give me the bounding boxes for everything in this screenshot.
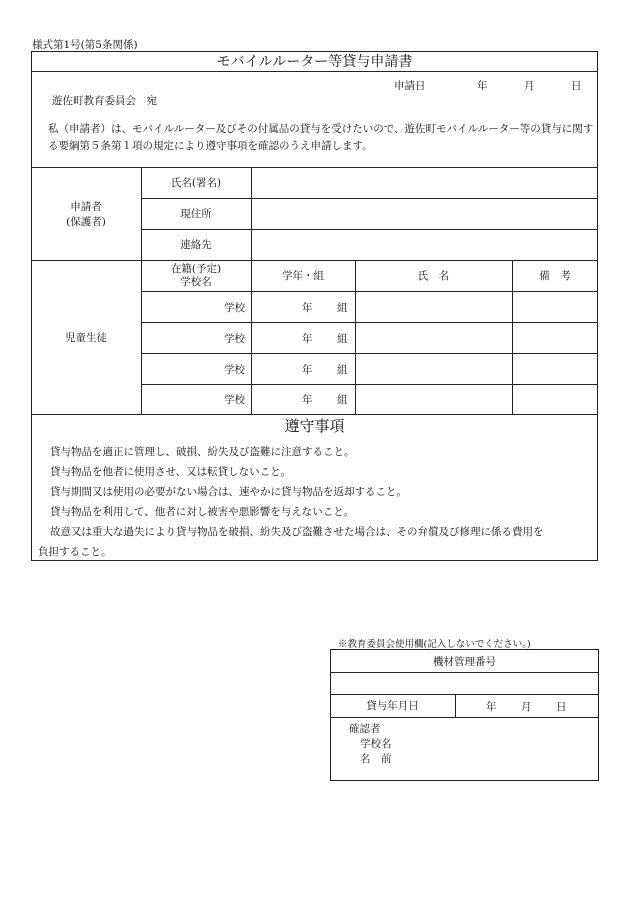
confirmer-label: 確認者 bbox=[349, 723, 381, 735]
form-title: モバイルルーター等貸与申請書 bbox=[31, 52, 598, 72]
application-statement: 私（申請者）は、モバイルルーター及びその付属品の貸与を受けたいので、遊佐町モバイルルーター等の貸与に関する要綱第５条第１項の規定により遵守事項を確認のうえ申請します。 bbox=[48, 123, 594, 152]
application-date-year: 年 bbox=[477, 80, 488, 92]
rule-item: 貸与物品を利用して、他者に対し被害や悪影響を与えないこと。 bbox=[50, 506, 355, 518]
school-header bbox=[141, 260, 251, 291]
confirmer-name-label: 名 前 bbox=[360, 753, 392, 765]
student-row-year: 年 bbox=[302, 364, 313, 376]
school-header-line1: 在籍(予定) bbox=[170, 262, 222, 275]
applicant-contact-label: 連絡先 bbox=[180, 239, 212, 251]
grade-class-header: 学年・組 bbox=[282, 270, 324, 282]
school-header-line2: 学校名 bbox=[180, 275, 212, 288]
student-row-class: 組 bbox=[337, 333, 348, 345]
application-date-label: 申請日 bbox=[394, 80, 426, 92]
lend-date-year: 年 bbox=[486, 701, 497, 713]
addressee: 遊佐町教育委員会 宛 bbox=[52, 95, 157, 107]
applicant-label-line2: (保護者) bbox=[66, 215, 106, 228]
form-number: 様式第1号(第5条関係) bbox=[32, 39, 138, 51]
rules-title: 遵守事項 bbox=[284, 417, 345, 435]
divider bbox=[141, 322, 598, 323]
divider bbox=[330, 672, 599, 673]
confirmer-school-label: 学校名 bbox=[360, 738, 392, 750]
student-row-school: 学校 bbox=[224, 364, 245, 376]
student-row-school: 学校 bbox=[224, 333, 245, 345]
applicant-name-label: 氏名(署名) bbox=[170, 177, 222, 189]
rule-item: 貸与期間又は使用の必要がない場合は、速やかに貸与物品を返却すること。 bbox=[50, 486, 407, 498]
divider bbox=[330, 717, 599, 718]
divider bbox=[141, 384, 598, 385]
rule-item: 故意又は重大な過失により貸与物品を破損、紛失及び盗難させた場合は、その弁償及び修理に係る費用を bbox=[50, 526, 544, 538]
applicant-name-field[interactable] bbox=[252, 168, 597, 197]
student-row-school: 学校 bbox=[224, 302, 245, 314]
student-row-class: 組 bbox=[337, 302, 348, 314]
application-date-day: 日 bbox=[571, 80, 582, 92]
applicant-label bbox=[31, 167, 141, 260]
applicant-contact-field[interactable] bbox=[252, 230, 597, 259]
divider bbox=[141, 291, 598, 292]
lend-date-month: 月 bbox=[521, 701, 532, 713]
applicant-address-field[interactable] bbox=[252, 199, 597, 228]
divider bbox=[455, 694, 456, 717]
applicant-label-line1: 申請者 bbox=[70, 200, 102, 213]
rule-item: 負担すること。 bbox=[38, 546, 112, 558]
application-date-month: 月 bbox=[524, 80, 535, 92]
student-row-class: 組 bbox=[337, 364, 348, 376]
applicant-address-label: 現住所 bbox=[180, 208, 212, 220]
students-label: 児童生徒 bbox=[65, 331, 107, 344]
student-name-header: 氏 名 bbox=[417, 270, 450, 282]
student-row-year: 年 bbox=[302, 302, 313, 314]
rule-item: 貸与物品を適正に管理し、破損、紛失及び盗難に注意すること。 bbox=[50, 446, 355, 458]
remarks-header: 備 考 bbox=[539, 270, 571, 282]
lend-date-label: 貸与年月日 bbox=[366, 700, 419, 712]
rule-item: 貸与物品を他者に使用させ、又は転貸しないこと。 bbox=[50, 466, 292, 478]
equipment-number-label: 機材管理番号 bbox=[433, 655, 496, 668]
lend-date-day: 日 bbox=[556, 701, 567, 713]
student-row-school: 学校 bbox=[224, 394, 245, 406]
office-use-note: ※教育委員会使用欄(記入しないでください。) bbox=[338, 639, 531, 650]
student-row-class: 組 bbox=[337, 394, 348, 406]
student-row-year: 年 bbox=[302, 333, 313, 345]
divider bbox=[141, 353, 598, 354]
student-row-year: 年 bbox=[302, 394, 313, 406]
